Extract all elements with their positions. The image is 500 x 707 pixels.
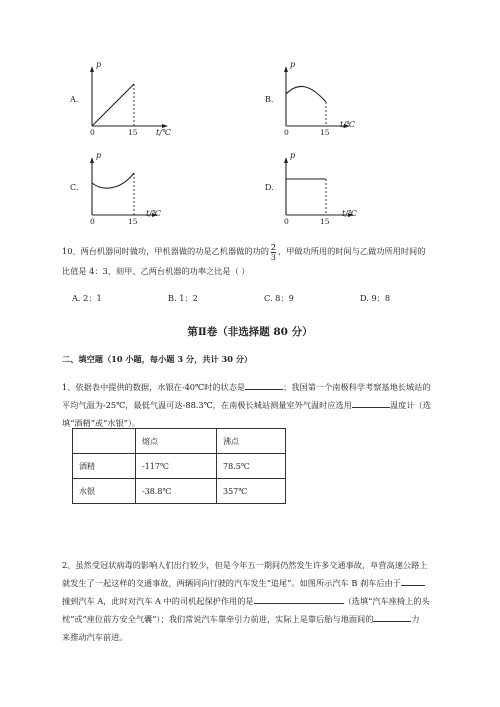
- q2-line2: [62, 574, 447, 592]
- curve-arch: [286, 86, 326, 102]
- t-axis-label: t/℃: [340, 120, 355, 129]
- table-header-cell: [73, 429, 136, 454]
- q2-line5: 来推动汽车前进。: [62, 632, 128, 642]
- origin-label: 0: [90, 217, 95, 226]
- graph-b-plot: [262, 62, 392, 157]
- q1-text: 1、依据表中提供的数据，水银在-40℃时的状态是: [62, 382, 246, 392]
- tick-15: 15: [320, 217, 330, 226]
- section-title: 第Ⅱ卷（非选择题 80 分）: [187, 326, 313, 338]
- p-axis-label: p: [290, 60, 296, 69]
- q2-line3: [62, 592, 447, 610]
- q2-line1: 2、虽然受冠状病毒的影响人们出行较少，但是今年五一期间仍然发生许多交通事故，阜营高速公路上: [62, 560, 428, 570]
- table-cell: -38.8℃: [136, 479, 217, 504]
- q10-text-part2: ，甲做功所用的时间与乙做功所用时间的: [278, 246, 426, 256]
- table-row: [73, 479, 286, 504]
- table-header-cell: 沸点: [217, 429, 286, 454]
- q1-line2: [62, 396, 447, 414]
- q2-text: 枕”或“座位前方安全气囊”）；我们常说汽车靠牵引力前进，实际上是靠后胎与地面间的: [62, 614, 374, 624]
- q2-text: 力: [411, 614, 420, 624]
- graph-c-plot: [62, 155, 192, 250]
- table-row: [73, 454, 286, 479]
- graph-option-b: [262, 62, 392, 157]
- option-label: A.: [70, 95, 79, 104]
- graph-a-plot: [62, 62, 192, 157]
- q1-line3: 填“酒精”或“水银”）。: [62, 418, 141, 428]
- choice-d: D. 9：8: [360, 293, 391, 303]
- tick-15: 15: [128, 128, 138, 137]
- graph-d-plot: [262, 155, 392, 250]
- tick-15: 15: [128, 217, 138, 226]
- tick-15: 15: [320, 128, 330, 137]
- answer-blank[interactable]: [352, 398, 390, 408]
- answer-blank[interactable]: [245, 380, 283, 390]
- t-axis-label: t/℃: [342, 209, 357, 218]
- option-label: C.: [70, 183, 79, 192]
- table-cell: 357℃: [217, 479, 286, 504]
- frac-denominator: 3: [270, 252, 277, 262]
- choice-c: C. 8：9: [264, 293, 294, 303]
- origin-label: 0: [284, 128, 289, 137]
- graph-option-a: [62, 62, 192, 157]
- melting-boiling-table: [72, 428, 286, 504]
- table-header-cell: 熔点: [136, 429, 217, 454]
- q2-text: 就发生了一起这样的交通事故，两辆同向行驶的汽车发生“追尾”。如图所示汽车 B 刹车后由于: [62, 578, 401, 588]
- table-cell: -117℃: [136, 454, 217, 479]
- origin-label: 0: [284, 217, 289, 226]
- choice-a: A. 2：1: [72, 293, 102, 303]
- q2-line4: [62, 610, 447, 628]
- q2-text: 撞到汽车 A，此时对汽车 A 中的司机起保护作用的是: [62, 596, 254, 606]
- question-10: [62, 242, 447, 262]
- p-axis-label: p: [96, 151, 102, 160]
- t-axis-label: t/℃: [156, 128, 171, 137]
- fraction-two-thirds: [271, 243, 276, 262]
- table-cell: 水银: [73, 479, 136, 504]
- table-header-row: [73, 429, 286, 454]
- curve-dip: [92, 173, 134, 188]
- q10-text-part1: 10、两台机器同时做功，甲机器做的功是乙机器做的功的: [62, 246, 269, 256]
- frac-numerator: 2: [270, 242, 277, 252]
- answer-blank[interactable]: [373, 612, 411, 622]
- q1-text: ；我国第一个南极科学考察基地长城站的: [283, 382, 431, 392]
- answer-blank[interactable]: [254, 594, 344, 604]
- table-cell: 78.5℃: [217, 454, 286, 479]
- q1-text: 温度计（选: [389, 400, 431, 410]
- q2-text: （选填“汽车座椅上的头: [343, 596, 430, 606]
- t-axis-label: t/℃: [146, 209, 161, 218]
- choice-b: B. 1：2: [168, 293, 198, 303]
- graph-option-d: [262, 151, 392, 250]
- p-axis-label: p: [290, 151, 296, 160]
- option-label: D.: [265, 183, 274, 192]
- q1-text: 平均气温为-25℃，最低气温可达-88.3℃，在南极长城站测量室外气温时应选用: [62, 400, 352, 410]
- table-cell: 酒精: [73, 454, 136, 479]
- answer-blank[interactable]: [401, 576, 425, 586]
- origin-label: 0: [90, 128, 95, 137]
- curve-line: [92, 84, 134, 126]
- section-subtitle: 二、填空题（10 小题，每小题 3 分，共计 30 分）: [62, 354, 253, 364]
- option-label: B.: [265, 95, 274, 104]
- p-axis-label: p: [96, 60, 102, 69]
- graph-option-c: [62, 151, 192, 250]
- q1-line1: [62, 378, 447, 396]
- q10-line2: 比值是 4：3，则甲、乙两台机器的功率之比是（ ）: [62, 266, 250, 276]
